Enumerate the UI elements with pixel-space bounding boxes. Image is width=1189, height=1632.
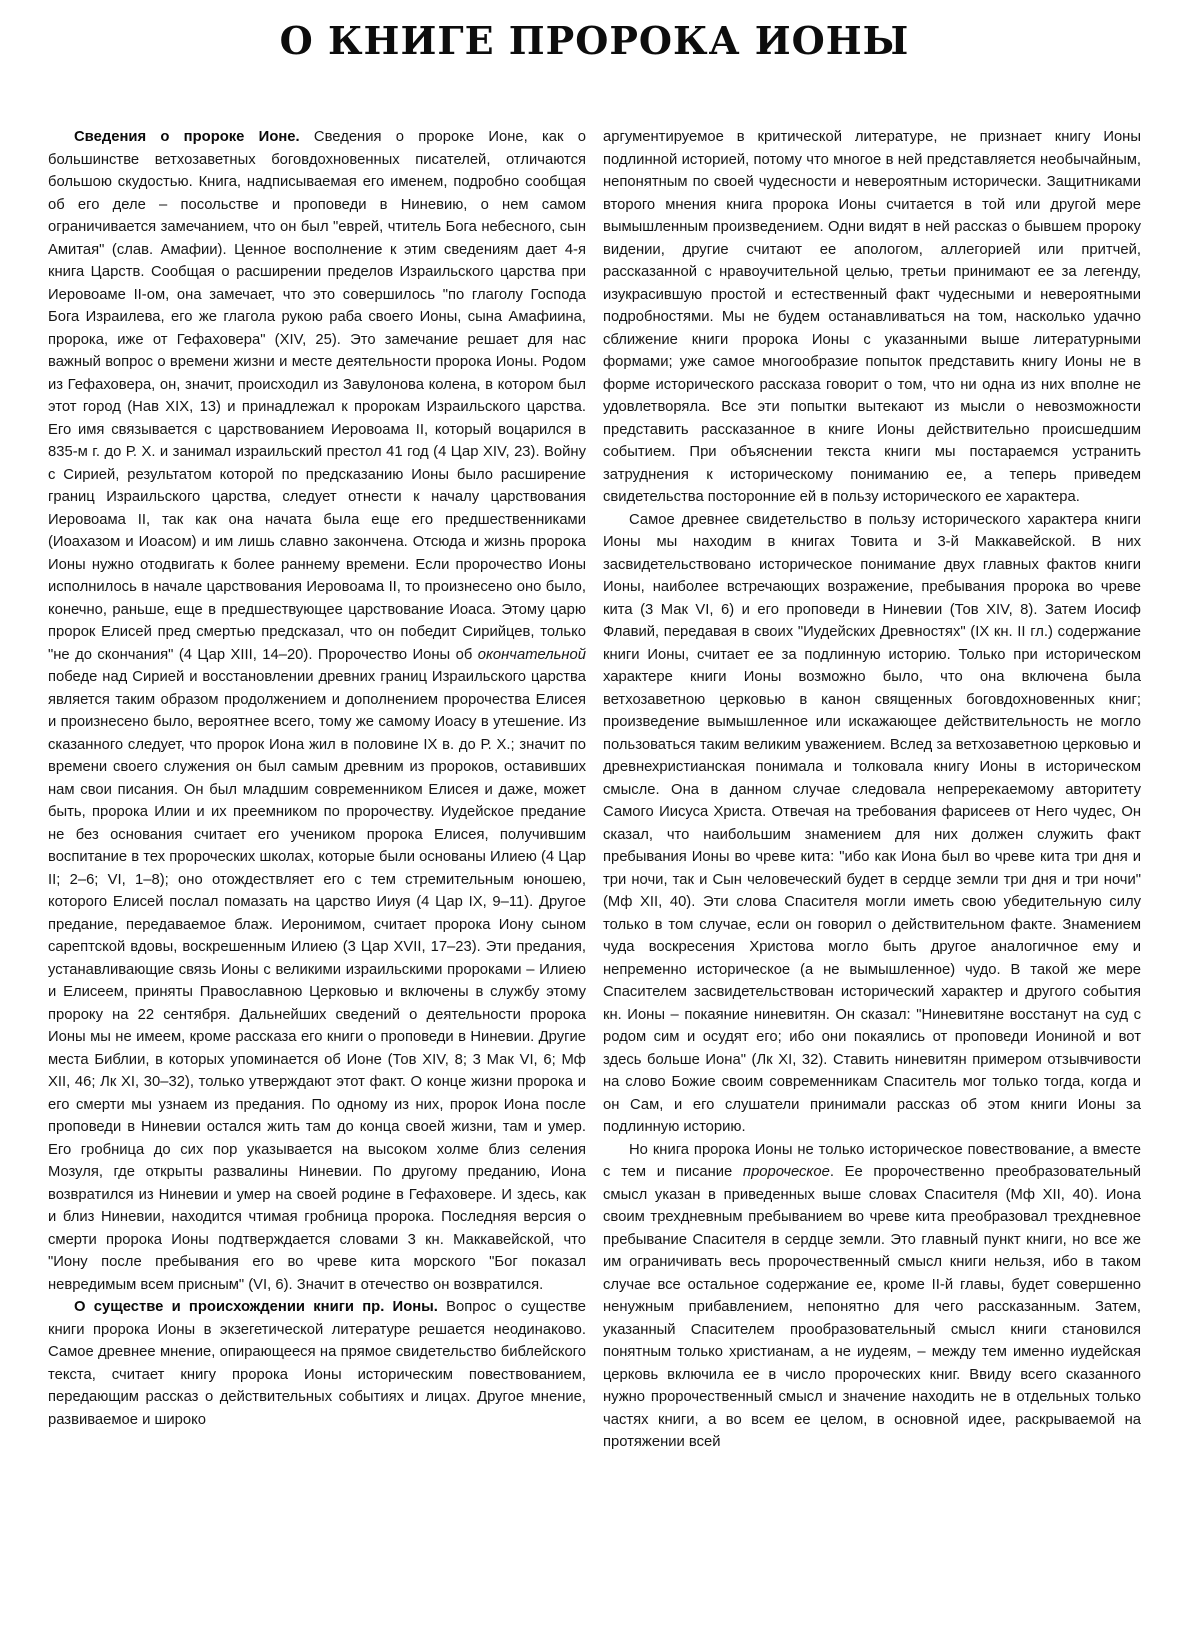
paragraph-text: Сведения о пророке Ионе, как о большинстве ветхозаветных боговдохновенных писателей, отличаются большою скудостью. Книга, надписываемая его именем, подробно сообщая об его деле – посольстве и проповеди в Ниневию, о нем самом ограничивается замечанием, что он был "еврей, чтитель Бога небесного, сын Амитая" (слав. Амафии). Ценное восполнение к этим сведениям дает 4-я книга Царств. Сообщая о расширении пределов Израильского царства при Иеровоаме II-ом, она замечает, что это совершилось "по глаголу Господа Бога Израилева, его же глагола рукою раба своего Ионы, сына Амафиина, пророка, иже от Гефаховера" (XIV, 25). Это замечание решает для нас важный вопрос о времени жизни и месте деятельности пророка Ионы. Родом из Гефаховера, он, значит, происходил из Завулонова колена, в котором был этот город (Нав XIX, 13) и принадлежал к пророкам Израильского царства. Его имя связывается с царствованием Иеровоама II, который воцарился в 835-м г. до Р. Х. и занимал израильский престол 41 год (4 Цар XIV, 23). Войну с Сирией, результатом которой по предсказанию Ионы было расширение границ Израильского царства, следует отнести к началу царствования Иеровоама II, так как она начата была еще его предшественниками (Иоахазом и Иоасом) и им лишь славно закончена. Отсюда и жизнь пророка Ионы нужно отодвигать к более раннему времени. Если пророчество Ионы исполнилось в начале царствования Иеровоама II, то произнесено оно было, конечно, раньше, еще в предшествующее царствование Иоаса. Этому царю пророк Елисей пред смертью предсказал, что он победит Сирийцев, только "не до скончания" (4 Цар XIII, 14–20). Пророчество Ионы об — [48, 129, 586, 663]
paragraph-text: аргументируемое в критической литературе, не признает книгу Ионы подлинной историей, потому что многое в ней представляется необычайным, непонятным по своей чудесности и невероятным исторически. Защитниками второго мнения книга пророка Ионы считается в той или другой мере вымышленным произведением. Одни видят в ней рассказ о бывшем пророку видении, другие считают ее апологом, аллегорией или притчей, рассказанной с нравоучительной целью, третьи принимают ее за легенду, изукрасившую простой и естественный факт чудесными и невероятными подробностями. Мы не будем останавливаться на том, насколько удачно сближение книги пророка Ионы с указанными выше литературными формами; уже самое многообразие попыток представить книгу Ионы не в форме исторического рассказа говорит о том, что ни одна из них вполне не удовлетворяла. Все эти попытки вытекают из мысли о невозможности представить рассказанное в книге Ионы действительно происшедшим событием. При объяснении текста книги мы постараемся устранить затруднения к историческому пониманию ее, а теперь приведем свидетельства посторонние ей в пользу исторического ее характера. — [603, 129, 1141, 505]
italic-text: окончательной — [477, 646, 586, 663]
section-heading-book-essence: О существе и происхождении книги пр. Ионы. — [74, 1299, 438, 1315]
paragraph-text: победе над Сирией и восстановлении древних границ Израильского царства является таким образом продолжением и дополнением пророчества Елисея и произнесено было, вероятнее всего, тому же самому Иоасу в утешение. Из сказанного следует, что пророк Иона жил в половине IX в. до Р. Х.; значит по времени своего служения он был самым древним из пророков, оставивших нам свои писания. Он был младшим современником Елисея и даже, может быть, пророка Илии и их преемником по пророчеству. Иудейское предание не без основания считает его учеником пророка Елисея, получившим воспитание в тех пророческих школах, которые были основаны Илиею (4 Цар II; 2–6; VI, 1–8); оно отождествляет его с тем стремительным юношею, которого Елисей послал помазать на царство Ииуя (4 Цар IX, 9–11). Другое предание, передаваемое блаж. Иеронимом, считает пророка Иону сыном сарептской вдовы, воскрешенным Илиею (3 Цар XVII, 17–23). Эти предания, устанавливающие связь Ионы с великими израильскими пророками – Илиею и Елисеем, приняты Православною Церковью и включены в службу этому пророку на 22 сентября. Дальнейших сведений о деятельности пророка Ионы мы не имеем, кроме рассказа его книги о проповеди в Ниневии. Другие места Библии, в которых упоминается об Ионе (Тов XIV, 8; 3 Мак VI, 6; Мф XII, 46; Лк XI, 30–32), только утверждают этот факт. О конце жизни пророка и его смерти мы узнаем из предания. По одному из них, пророк Иона после проповеди в Ниневии остался жить там до конца своей жизни, там и умер. Его гробница до сих пор указывается на высоком холме близ селения Мозуля, где открыты развалины Ниневии. По другому преданию, Иона возвратился из Ниневии и умер на своей родине в Гефаховере. И здесь, как и близ Ниневии, находится чтимая гробница пророка. Последняя версия о смерти пророка Ионы подтверждается словами 3 кн. Маккавейской, что "Иону после пребывания его во чреве кита морского "Бог показал невредимым всем присным" (VI, 6). Значит в отечество он возвратился. — [48, 669, 586, 1293]
left-column — [48, 126, 586, 1431]
paragraph-ancient-testimony — [603, 509, 1141, 1139]
right-column — [603, 126, 1141, 1454]
paragraph-text: Но книга пророка Ионы не только историческое повествование, а вместе с тем и писание — [603, 1141, 1141, 1180]
paragraph-critical-view — [603, 126, 1141, 509]
paragraph-prophetic-meaning — [603, 1139, 1141, 1454]
section-heading-prophet-info: Сведения о пророке Ионе. — [74, 129, 300, 145]
page-title: О КНИГЕ ПРОРОКА ИОНЫ — [279, 18, 910, 63]
paragraph-text: Вопрос о существе книги пророка Ионы в экзегетической литературе решается неодинаково. Самое древнее мнение, опирающееся на прямое свидетельство библейского текста, считает книгу пророка Ионы историческим повествованием, передающим рассказ о действительных событиях и лицах. Другое мнение, развиваемое и широко — [48, 1299, 586, 1428]
paragraph-prophet-info — [48, 126, 586, 1296]
paragraph-text: Самое древнее свидетельство в пользу исторического характера книги Ионы мы находим в книгах Товита и 3-й Маккавейской. В них засвидетельствовано историческое понимание двух главных фактов книги Ионы, наиболее встречающих возражение, пребывания пророка во чреве кита (3 Мак VI, 6) и его проповеди в Ниневии (Тов XIV, 8). Затем Иосиф Флавий, передавая в своих "Иудейских Древностях" (IX кн. II гл.) содержание книги Ионы, считает ее за подлинную историю. Только при историческом характере книги Ионы возможно было, что она включена была ветхозаветною церковью в канон священных боговдохновенных книг; произведение вымышленное или искажающее действительность не могло пользоваться таким великим уважением. Вслед за ветхозаветною церковью и древнехристианская понимала и толковала книгу Ионы в историческом смысле. Она в данном случае следовала непререкаемому авторитету Самого Иисуса Христа. Отвечая на требования фарисеев от Него чудес, Он сказал, что наибольшим знамением для них должен служить факт пребывания Ионы во чреве кита: "ибо как Иона был во чреве кита три дня и три ночи, так и Сын человеческий будет в сердце земли три дня и три ночи" (Мф XII, 40). Эти слова Спасителя могли иметь свою убедительную силу только в том случае, если он говорил о действительном факте. Знамением чуда воскресения Христова могло быть другое аналогичное ему и непременно историческое (а не вымышленное) чудо. В такой же мере Спасителем засвидетельствован исторический характер и другого события кн. Ионы – покаяние ниневитян. Он сказал: "Ниневитяне восстанут на суд с родом сим и осудят его; ибо они покаялись от проповеди Иониной и вот здесь больше Иона" (Лк XI, 32). Ставить ниневитян примером отзывчивости на слово Божие своим современникам Спаситель мог только тогда, когда и он Сам, и его слушатели принимали рассказ об этом книги Ионы за подлинную историю. — [603, 511, 1141, 1135]
paragraph-book-essence — [48, 1296, 586, 1431]
paragraph-text: . Ее пророчественно преобразовательный смысл указан в приведенных выше словах Спасителя (Мф XII, 40). Иона своим трехдневным пребыванием во чреве кита преобразовал трехдневное пребывание Спасителя в сердце земли. Это главный пункт книги, но все же им ограничивать весь пророчественный смысл книги нельзя, ибо в таком случае все остальное содержание ее, кроме II-й главы, будет совершенно ненужным прибавлением, непонятно для чего рассказанным. Затем, указанный Спасителем прообразовательный смысл книги становился понятным только христианам, а не иудеям, – между тем именно иудейская церковь включила ее в число пророческих книг. Ввиду всего сказанного нужно пророчественный смысл и значение находить не в отдельных только частях книги, а во всем ее целом, в основной идее, раскрываемой на протяжении всей — [603, 1164, 1141, 1450]
italic-text: пророческое — [742, 1164, 830, 1180]
